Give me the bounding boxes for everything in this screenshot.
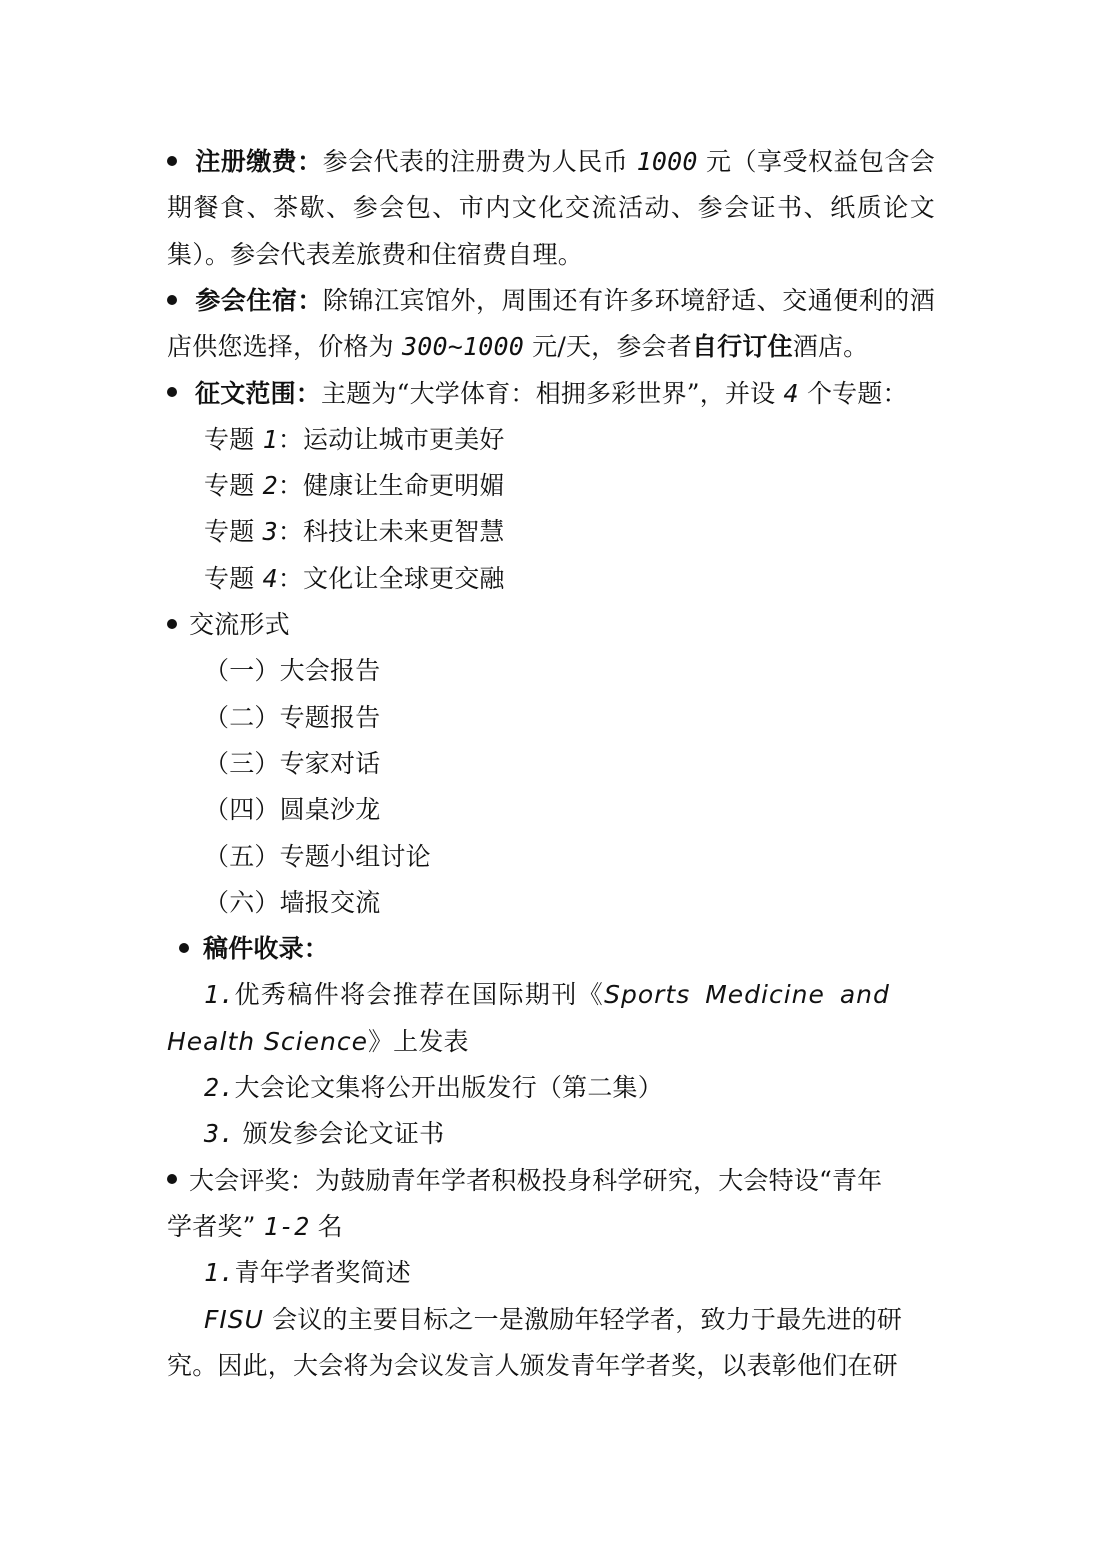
accommodation-price: 300~1000 bbox=[401, 332, 524, 362]
topic-text: ：运动让城市更美好 bbox=[277, 424, 505, 454]
registration-label: 注册缴费： bbox=[195, 147, 323, 176]
accommodation-emphasis: 自行订住 bbox=[691, 332, 793, 362]
registration-paragraph bbox=[167, 139, 935, 278]
topic-number: 3 bbox=[262, 517, 278, 547]
awards-line-1 bbox=[167, 1158, 935, 1204]
accommodation-text-c: 酒店。 bbox=[792, 332, 869, 362]
awards-paragraph-text: 会议的主要目标之一是激励年轻学者，致力于最先进的研 bbox=[263, 1304, 903, 1334]
call-for-papers-text-a: 主题为“大学体育：相拥多彩世界”，并设 bbox=[321, 378, 784, 408]
awards-line-2 bbox=[167, 1204, 935, 1250]
bullet-icon bbox=[167, 156, 177, 166]
call-for-papers-label: 征文范围： bbox=[195, 378, 322, 408]
bullet-icon bbox=[167, 387, 177, 397]
awards-sub-number: 1. bbox=[204, 1258, 235, 1288]
topic-prefix: 专题 bbox=[204, 517, 263, 547]
formats-heading bbox=[167, 602, 935, 648]
bullet-icon bbox=[167, 295, 177, 305]
registration-fee: 1000 bbox=[636, 147, 698, 176]
awards-paragraph-text: 究。因此，大会将为会议发言人颁发青年学者奖，以表彰他们在研 bbox=[167, 1350, 898, 1380]
inclusion-item-text: 颁发参会论文证书 bbox=[234, 1119, 445, 1149]
inclusion-item-1-line-1 bbox=[167, 972, 935, 1018]
registration-text-b: 元（享受权益包含会期餐食、茶歇、参会包、市内文化交流活动、参会证书、纸质论文集）。参会代表差旅费和住宿费自理。 bbox=[167, 147, 935, 269]
bullet-icon bbox=[167, 1174, 177, 1184]
awards-sub-title: 青年学者奖简述 bbox=[234, 1258, 411, 1288]
awards-text: 名 bbox=[309, 1211, 343, 1241]
topic-item bbox=[167, 463, 935, 509]
topic-text: ：文化让全球更交融 bbox=[277, 563, 505, 593]
inclusion-item-text: 》上发表 bbox=[367, 1026, 469, 1056]
inclusion-item-number: 2. bbox=[204, 1073, 235, 1103]
format-item: （一）大会报告 bbox=[204, 656, 381, 686]
format-item: （六）墙报交流 bbox=[204, 887, 381, 917]
awards-range: 1-2 bbox=[263, 1211, 310, 1241]
topic-prefix: 专题 bbox=[204, 424, 263, 454]
call-for-papers-heading bbox=[167, 371, 935, 417]
accommodation-label: 参会住宿： bbox=[195, 286, 323, 315]
topic-item bbox=[167, 509, 935, 555]
topic-prefix: 专题 bbox=[204, 471, 263, 501]
awards-text: 大会评奖：为鼓励青年学者积极投身科学研究，大会特设“青年 bbox=[189, 1165, 883, 1195]
accommodation-text-b: 元/天，参会者 bbox=[523, 332, 692, 362]
format-item: （二）专题报告 bbox=[204, 702, 381, 732]
awards-paragraph-line-2 bbox=[167, 1343, 935, 1389]
format-item: （五）专题小组讨论 bbox=[204, 841, 431, 871]
call-for-papers-count: 4 bbox=[783, 378, 799, 408]
inclusion-item-1-line-2 bbox=[167, 1019, 935, 1065]
inclusion-label: 稿件收录： bbox=[203, 934, 330, 964]
inclusion-item-text: 优秀稿件将会推荐在国际期刊《 bbox=[234, 980, 605, 1010]
inclusion-item-number: 3. bbox=[204, 1119, 235, 1149]
format-item: （三）专家对话 bbox=[204, 748, 381, 778]
document-page bbox=[167, 139, 935, 1389]
journal-name: Sports Medicine and bbox=[604, 980, 890, 1010]
topic-prefix: 专题 bbox=[204, 563, 263, 593]
topic-number: 4 bbox=[262, 563, 278, 593]
inclusion-heading bbox=[167, 926, 935, 972]
accommodation-text-a: 除锦江宾馆外，周围还有许多环境舒适、交通便利的酒店供您选择，价格为 bbox=[167, 286, 935, 362]
awards-subheading bbox=[167, 1250, 935, 1296]
format-item: （四）圆桌沙龙 bbox=[204, 795, 381, 825]
inclusion-item-3 bbox=[167, 1111, 935, 1157]
call-for-papers-text-b: 个专题： bbox=[798, 378, 908, 408]
topic-item bbox=[167, 556, 935, 602]
inclusion-item-text: 大会论文集将公开出版发行（第二集） bbox=[234, 1073, 663, 1103]
organization-name: FISU bbox=[204, 1304, 264, 1334]
bullet-icon bbox=[167, 619, 177, 629]
topic-number: 2 bbox=[262, 471, 278, 501]
inclusion-item-number: 1. bbox=[204, 980, 235, 1010]
awards-paragraph-line-1 bbox=[167, 1297, 935, 1343]
topic-text: ：科技让未来更智慧 bbox=[277, 517, 505, 547]
topic-text: ：健康让生命更明媚 bbox=[277, 471, 505, 501]
accommodation-paragraph bbox=[167, 278, 935, 371]
topic-item bbox=[167, 417, 935, 463]
registration-text-a: 参会代表的注册费为人民币 bbox=[322, 147, 637, 176]
topic-number: 1 bbox=[262, 424, 278, 454]
awards-text: 学者奖” bbox=[167, 1211, 264, 1241]
inclusion-item-2 bbox=[167, 1065, 935, 1111]
journal-name: Health Science bbox=[167, 1026, 368, 1056]
bullet-icon bbox=[179, 943, 189, 953]
formats-label: 交流形式 bbox=[189, 610, 290, 640]
